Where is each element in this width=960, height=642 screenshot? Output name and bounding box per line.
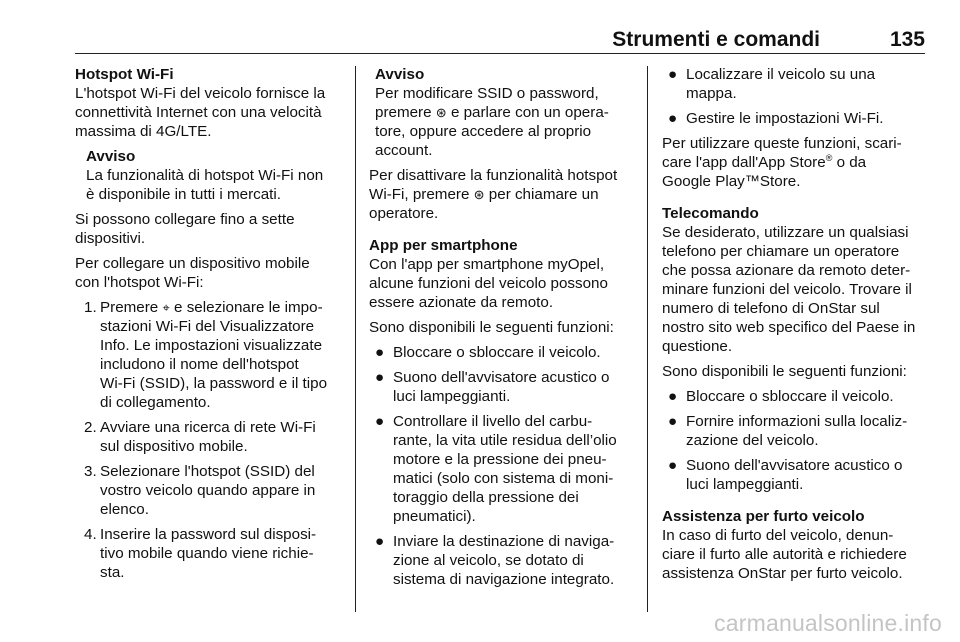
remote-text-line: telefono per chiamare un operatore: [662, 243, 900, 260]
note-text-line: Per modificare SSID o password,: [375, 85, 599, 102]
onstar-icon: ⊛: [473, 187, 485, 202]
list-item-text: Localizzare il veicolo su una: [686, 66, 876, 83]
app-text-line: alcune funzioni del veicolo possono: [369, 275, 608, 292]
step-item: [75, 418, 327, 456]
onstar-icon: ⊛: [435, 105, 447, 120]
app-heading: App per smartphone: [369, 237, 518, 254]
list-item: [662, 412, 915, 450]
list-item: [369, 343, 617, 362]
list-item-text: Fornire informazioni sulla localiz-: [686, 413, 908, 430]
list-item-text: Inviare la destinazione di naviga-: [393, 533, 615, 550]
step-text: Premere: [100, 299, 159, 316]
step-item: [75, 525, 327, 582]
note-text-line: e parlare con un opera-: [450, 104, 609, 121]
note-text-line: La funzionalità di hotspot Wi-Fi non: [86, 167, 324, 184]
step-number: 1.: [84, 299, 97, 316]
list-item-text: rante, la vita utile residua dell’olio: [393, 432, 617, 449]
deactivate-text-line: Per disattivare la funzionalità hotspot: [369, 167, 618, 184]
functions-intro: Sono disponibili le seguenti funzioni:: [369, 319, 614, 336]
list-item-text: zione al veicolo, se dotato di: [393, 552, 584, 569]
step-text: Info. Le impostazioni visualizzate: [100, 337, 323, 354]
hotspot-text-line: connettività Internet con una velocità: [75, 104, 322, 121]
bullet-icon: ●: [668, 413, 678, 430]
devices-text-line: Si possono collegare fino a sette: [75, 211, 295, 228]
functions-intro: Sono disponibili le seguenti funzioni:: [662, 363, 907, 380]
step-number: 4.: [84, 526, 97, 543]
theft-text-line: assistenza OnStar per furto veicolo.: [662, 565, 903, 582]
use-text-line: care l'app dall'App Store: [662, 154, 826, 171]
column-3: [662, 65, 915, 583]
header-divider: [75, 53, 925, 54]
step-item: [75, 298, 327, 412]
theft-text-line: In caso di furto del veicolo, denun-: [662, 527, 894, 544]
step-text: Avviare una ricerca di rete Wi-Fi: [100, 419, 316, 436]
list-item: [662, 387, 915, 406]
bullet-icon: ●: [668, 110, 678, 127]
step-number: 2.: [84, 419, 97, 436]
bullet-icon: ●: [668, 388, 678, 405]
step-text: Inserire la password sul disposi-: [100, 526, 317, 543]
list-item: [662, 456, 915, 494]
bullet-icon: ●: [375, 344, 385, 361]
note-text-line: account.: [375, 142, 433, 159]
theft-text-line: ciare il furto alle autorità e richiedere: [662, 546, 907, 563]
connect-intro-line: Per collegare un dispositivo mobile: [75, 255, 310, 272]
step-text: di collegamento.: [100, 394, 211, 411]
note-title: Avviso: [86, 148, 136, 165]
list-item-text: mappa.: [686, 85, 737, 102]
remote-heading: Telecomando: [662, 205, 759, 222]
step-text: stazioni Wi-Fi del Visualizzatore: [100, 318, 315, 335]
page-number: 135: [889, 28, 925, 51]
devices-text-line: dispositivi.: [75, 230, 146, 247]
remote-text-line: numero di telefono di OnStar sul: [662, 300, 880, 317]
remote-text-line: che possa azionare da remoto deter-: [662, 262, 911, 279]
step-text: includono il nome dell'hotspot: [100, 356, 299, 373]
deactivate-text-line: per chiamare un: [488, 186, 599, 203]
note-text-line: tore, oppure accedere al proprio: [375, 123, 592, 140]
list-item-text: Bloccare o sbloccare il veicolo.: [686, 388, 894, 405]
theft-heading: Assistenza per furto veicolo: [662, 508, 865, 525]
remote-text-line: minare funzioni del veicolo. Trovare il: [662, 281, 912, 298]
settings-icon: ⌖: [162, 300, 170, 315]
list-item: [369, 412, 617, 526]
column-2: [369, 65, 617, 589]
note-title: Avviso: [375, 66, 425, 83]
step-number: 3.: [84, 463, 97, 480]
list-item-text: sistema di navigazione integrato.: [393, 571, 615, 588]
bullet-icon: ●: [375, 369, 385, 386]
bullet-icon: ●: [375, 413, 385, 430]
column-divider-2: [647, 66, 648, 612]
list-item-text: Controllare il livello del carbu-: [393, 413, 593, 430]
list-item-text: zazione del veicolo.: [686, 432, 819, 449]
step-text: sul dispositivo mobile.: [100, 438, 248, 455]
step-text: sta.: [100, 564, 125, 581]
note-text-line: premere: [375, 104, 432, 121]
note-box: [75, 147, 327, 204]
app-text-line: essere azionate da remoto.: [369, 294, 554, 311]
list-item-text: Gestire le impostazioni Wi-Fi.: [686, 110, 884, 127]
bullet-icon: ●: [375, 533, 385, 550]
list-item-text: motore e la pressione dei pneu-: [393, 451, 607, 468]
list-item: [369, 368, 617, 406]
hotspot-heading: Hotspot Wi-Fi: [75, 66, 174, 83]
app-text-line: Con l'app per smartphone myOpel,: [369, 256, 605, 273]
bullet-icon: ●: [668, 66, 678, 83]
deactivate-text-line: Wi-Fi, premere: [369, 186, 470, 203]
use-text-line: Per utilizzare queste funzioni, scari-: [662, 135, 902, 152]
step-item: [75, 462, 327, 519]
step-text: Selezionare l'hotspot (SSID) del: [100, 463, 315, 480]
use-text-line: Google Play™Store.: [662, 173, 801, 190]
list-item-text: matici (solo con sistema di moni-: [393, 470, 614, 487]
remote-text-line: nostro sito web specifico del Paese in: [662, 319, 916, 336]
section-title: Strumenti e comandi: [612, 28, 820, 51]
list-item-text: Bloccare o sbloccare il veicolo.: [393, 344, 601, 361]
step-text: elenco.: [100, 501, 149, 518]
page-header: [75, 28, 925, 50]
hotspot-text-line: L'hotspot Wi-Fi del veicolo fornisce la: [75, 85, 326, 102]
use-text-line: o da: [836, 154, 867, 171]
step-text: Wi-Fi (SSID), la password e il tipo: [100, 375, 328, 392]
column-1: [75, 65, 327, 582]
list-item-text: luci lampeggianti.: [393, 388, 511, 405]
step-text: e selezionare le impo-: [174, 299, 323, 316]
list-item: [369, 532, 617, 589]
watermark: carmanualsonline.info: [714, 610, 942, 636]
step-text: tivo mobile quando viene richie-: [100, 545, 314, 562]
remote-text-line: questione.: [662, 338, 733, 355]
connect-intro-line: con l'hotspot Wi-Fi:: [75, 274, 204, 291]
bullet-icon: ●: [668, 457, 678, 474]
list-item-text: toraggio della pressione dei: [393, 489, 579, 506]
step-text: vostro veicolo quando appare in: [100, 482, 316, 499]
hotspot-text-line: massima di 4G/LTE.: [75, 123, 212, 140]
note-box: [369, 65, 617, 160]
column-divider-1: [355, 66, 356, 612]
list-item-text: Suono dell'avvisatore acustico o: [393, 369, 610, 386]
list-item: [662, 65, 915, 103]
note-text-line: è disponibile in tutti i mercati.: [86, 186, 281, 203]
registered-mark: ®: [825, 152, 833, 163]
deactivate-text-line: operatore.: [369, 205, 439, 222]
list-item-text: Suono dell'avvisatore acustico o: [686, 457, 903, 474]
list-item: [662, 109, 915, 128]
list-item-text: pneumatici).: [393, 508, 476, 525]
remote-text-line: Se desiderato, utilizzare un qualsiasi: [662, 224, 909, 241]
list-item-text: luci lampeggianti.: [686, 476, 804, 493]
